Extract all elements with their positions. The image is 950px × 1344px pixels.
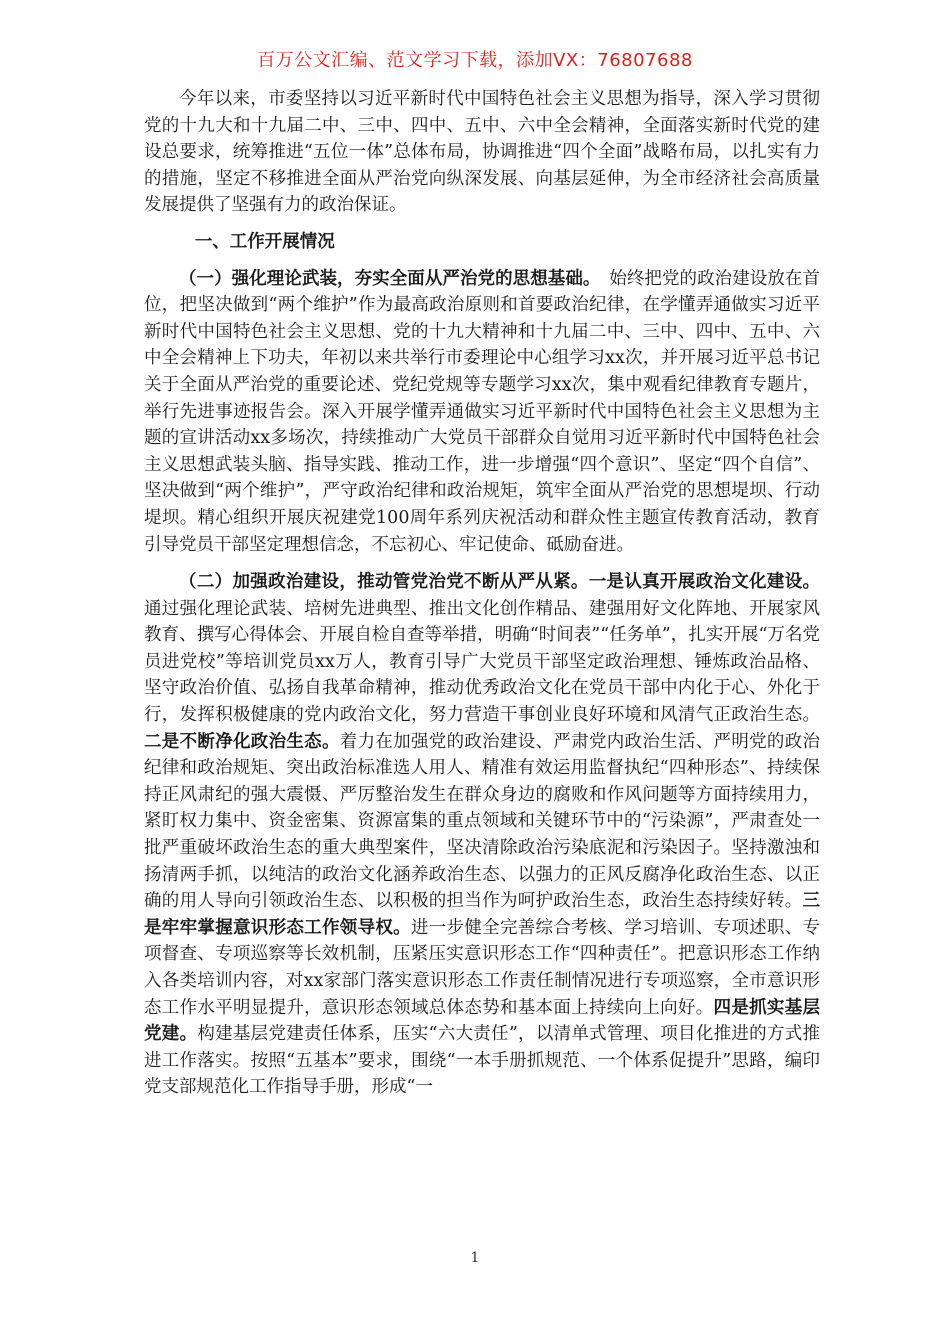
section-heading: 一、工作开展情况 bbox=[194, 231, 335, 252]
section-2-point-1-lead: 一是认真开展政治文化建设。 bbox=[588, 572, 821, 593]
section-2-point-2-body: 着力在加强党的政治建设、严肃党内政治生活、严明党的政治纪律和政治规矩、突出政治标准选人用人、精准有效运用监督执纪“四种形态”、持续保持正风肃纪的强大震慑、严厉整治发生在群众身边的腐败和作风问题等方面持续用力，紧盯权力集中、资金密集、资源富集的重点领域和关键环节中的“污染源”，严肃查处一批严重破坏政治生态的重大典型案件，坚决清除政治污染底泥和污染因子。坚持激浊和扬清两手抓，以纯洁的政治文化涵养政治生态、以强力的正风反腐净化政治生态、以正确的用人导向引领政治生态、以积极的担当作为呵护政治生态，政治生态持续好转。 bbox=[144, 731, 821, 912]
section-1-body: 始终把党的政治建设放在首位，把坚决做到“两个维护”作为最高政治原则和首要政治纪律，在学懂弄通做实习近平新时代中国特色社会主义思想、党的十九大精神和十九届二中、三中、四中、五中、六中全会精神上下功夫，年初以来共举行市委理论中心组学习xx次，并开展习近平总书记关于全面从严治党的重要论述、党纪党规等专题学习xx次，集中观看纪律教育专题片，举行先进事迹报告会。深入开展学懂弄通做实习近平新时代中国特色社会主义思想为主题的宣讲活动xx多场次，持续推动广大党员干部群众自觉用习近平新时代中国特色社会主义思想武装头脑、指导实践、推动工作，进一步增强“四个意识”、坚定“四个自信”、坚决做到“两个维护”，严守政治纪律和政治规矩，筑牢全面从严治党的思想堤坝、行动堤坝。精心组织开展庆祝建党100周年系列庆祝活动和群众性主题宣传教育活动，教育引导党员干部坚定理想信念，不忘初心、牢记使命、砥励奋进。 bbox=[144, 268, 820, 555]
section-2-title: （二）加强政治建设，推动管党治党不断从严从紧。 bbox=[179, 572, 589, 593]
section-2-point-3-lead: 三是牢牢掌握意识形态工作领导权。 bbox=[144, 891, 820, 938]
header-watermark-banner: 百万公文汇编、范文学习下载，添加VX：76807688 bbox=[257, 50, 693, 71]
section-1-title: （一）强化理论武装，夯实全面从严治党的思想基础。 bbox=[179, 268, 592, 289]
intro-paragraph: 今年以来，市委坚持以习近平新时代中国特色社会主义思想为指导，深入学习贯彻党的十九大和十九届二中、三中、四中、五中、六中全会精神，全面落实新时代党的建设总要求，统筹推进“五位一体”总体布局，协调推进“四个全面”战略布局，以扎实有力的措施，坚定不移推进全面从严治党向纵深发展、向基层延伸，为全市经济社会高质量发展提供了坚强有力的政治保证。 bbox=[144, 89, 820, 216]
section-2-paragraph bbox=[144, 569, 820, 1101]
section-2-point-3-body: 进一步健全完善综合考核、学习培训、专项述职、专项督查、专项巡察等长效机制，压紧压实意识形态工作“四种责任”。把意识形态工作纳入各类培训内容，对xx家部门落实意识形态工作责任制情况进行专项巡察，全市意识形态工作水平明显提升，意识形态领域总体态势和基本面上持续向上向好。 bbox=[144, 917, 821, 1018]
section-2-point-1-body: 通过强化理论武装、培树先进典型、推出文化创作精品、建强用好文化阵地、开展家风教育、撰写心得体会、开展自检自查等举措，明确“时间表”“任务单”，扎实开展“万名党员进党校”等培训党员xx万人，教育引导广大党员干部坚定政治理想、锤炼政治品格、坚守政治价值、弘扬自我革命精神，推动优秀政治文化在党员干部中内化于心、外化于行，发挥积极健康的党内政治文化，努力营造干事创业良好环境和风清气正政治生态。 bbox=[144, 598, 820, 726]
page-number: 1 bbox=[470, 1250, 480, 1266]
section-2-point-2-lead: 二是不断净化政治生态。 bbox=[144, 731, 340, 752]
document-body bbox=[144, 86, 820, 1101]
section-2-point-4-body: 构建基层党建责任体系，压实“六大责任”，以清单式管理、项目化推进的方式推进工作落实。按照“五基本”要求，围绕“一本手册抓规范、一个体系促提升”思路，编印党支部规范化工作指导手册，形成“一 bbox=[144, 1024, 821, 1098]
section-1-paragraph bbox=[144, 266, 820, 559]
section-2-point-4-lead: 四是抓实基层党建。 bbox=[144, 997, 821, 1045]
